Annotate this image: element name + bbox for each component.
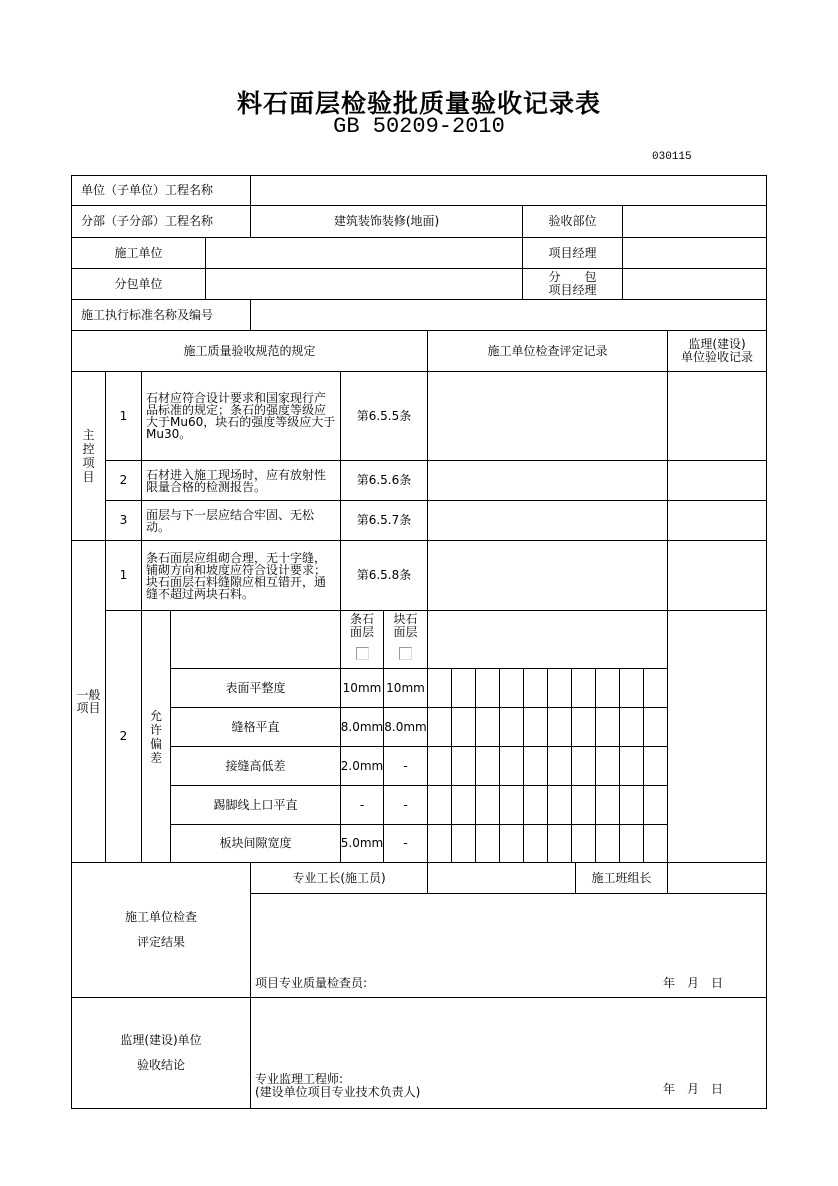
measurement-cell[interactable]	[523, 746, 548, 786]
measurement-header-blank	[427, 610, 668, 669]
measurement-cell[interactable]	[499, 824, 524, 863]
contractor-check-line2: 评定结果	[136, 935, 185, 949]
main-items-label-text: 主控项目	[82, 428, 95, 484]
measurement-cell[interactable]	[619, 668, 644, 708]
measurement-cell[interactable]	[523, 824, 548, 863]
measurement-cell[interactable]	[475, 785, 500, 825]
deviation-type-b-value: -	[383, 785, 428, 825]
deviation-label	[141, 610, 171, 863]
measurement-cell[interactable]	[523, 785, 548, 825]
deviation-type-a-value: 5.0mm	[340, 824, 384, 863]
spec-column-header: 施工质量验收规范的规定	[71, 330, 428, 372]
measurement-cell[interactable]	[571, 824, 596, 863]
main-items-label	[71, 371, 106, 541]
main-item-1-no: 1	[105, 371, 142, 461]
general-item-1-text: 条石面层应组砌合理，无十字缝，铺砌方向和坡度应符合设计要求；块石面层石料缝隙应相互错开，通缝不超过两块石料。	[141, 540, 341, 611]
measurement-cell[interactable]	[547, 668, 572, 708]
deviation-type-b-value: -	[383, 824, 428, 863]
deviation-type-b-value: -	[383, 746, 428, 786]
measurement-cell[interactable]	[427, 785, 452, 825]
unit-project-label: 单位（子单位）工程名称	[71, 175, 251, 206]
deviation-type-a-value: 8.0mm	[340, 707, 384, 747]
measurement-cell[interactable]	[643, 824, 668, 863]
main-item-2-text: 石材进入施工现场时，应有放射性限量合格的检测报告。	[141, 460, 341, 501]
measurement-cell[interactable]	[571, 668, 596, 708]
measurement-cell[interactable]	[571, 785, 596, 825]
measurement-cell[interactable]	[643, 785, 668, 825]
measurement-cell[interactable]	[595, 707, 620, 747]
supervisor-conclusion-line1: 监理(建设)单位	[120, 1033, 202, 1047]
contractor-check-label	[71, 862, 251, 998]
sub-pm-label-line2: 项目经理	[548, 283, 597, 297]
sub-pm-label-line1: 分 包	[548, 270, 597, 284]
measurement-cell[interactable]	[643, 746, 668, 786]
inspector-label: 项目专业质量检查员:	[255, 976, 368, 990]
general-item-2-supervisor[interactable]	[667, 610, 767, 863]
measurement-cell[interactable]	[643, 668, 668, 708]
general-item-2-no: 2	[105, 610, 142, 863]
main-item-1-supervisor[interactable]	[667, 371, 767, 461]
deviation-type-a-value: -	[340, 785, 384, 825]
measurement-cell[interactable]	[499, 707, 524, 747]
contractor-label: 施工单位	[71, 237, 206, 269]
measurement-cell[interactable]	[427, 824, 452, 863]
deviation-item-name: 板块间隙宽度	[170, 824, 341, 863]
deviation-item-name: 接缝高低差	[170, 746, 341, 786]
acceptance-part-field[interactable]	[622, 205, 767, 238]
contractor-check-line1: 施工单位检查	[124, 910, 197, 924]
general-items-label	[71, 540, 106, 863]
main-item-3-no: 3	[105, 500, 142, 541]
measurement-cell[interactable]	[475, 668, 500, 708]
contractor-field[interactable]	[205, 237, 523, 269]
subcontractor-field[interactable]	[205, 268, 523, 300]
measurement-cell[interactable]	[451, 785, 476, 825]
supervisor-conclusion-line2: 验收结论	[136, 1058, 185, 1072]
team-leader-field[interactable]	[667, 862, 767, 894]
measurement-cell[interactable]	[619, 707, 644, 747]
deviation-type-b-value: 8.0mm	[383, 707, 428, 747]
measurement-cell[interactable]	[475, 746, 500, 786]
measurement-cell[interactable]	[523, 707, 548, 747]
foreman-label: 专业工长(施工员)	[250, 862, 428, 894]
deviation-header-blank	[170, 610, 341, 669]
main-item-1-clause: 第6.5.5条	[340, 371, 428, 461]
measurement-cell[interactable]	[451, 707, 476, 747]
deviation-type-b-value: 10mm	[383, 668, 428, 708]
main-item-2-no: 2	[105, 460, 142, 501]
contractor-record-header: 施工单位检查评定记录	[427, 330, 668, 372]
supervisor-conclusion-label	[71, 997, 251, 1109]
measurement-cell[interactable]	[571, 707, 596, 747]
type-a-checkbox[interactable]	[356, 647, 369, 660]
main-item-1-record[interactable]	[427, 371, 668, 461]
foreman-field[interactable]	[427, 862, 576, 894]
supervisor-record-line2: 单位验收记录	[680, 350, 753, 364]
measurement-cell[interactable]	[619, 785, 644, 825]
type-b-header	[383, 610, 428, 669]
subcontractor-label: 分包单位	[71, 268, 206, 300]
general-items-label-text: 一般项目	[76, 687, 101, 715]
division-label: 分部（子分部）工程名称	[71, 205, 251, 238]
supervisor-record-line1: 监理(建设)	[688, 337, 746, 351]
type-b-checkbox[interactable]	[399, 647, 412, 660]
deviation-type-a-value: 2.0mm	[340, 746, 384, 786]
type-a-label: 条石面层	[349, 612, 374, 639]
type-a-header	[340, 610, 384, 669]
main-item-1-text: 石材应符合设计要求和国家现行产品标准的规定；条石的强度等级应大于Mu60，块石的强度等级应大于Mu30。	[141, 371, 341, 461]
project-manager-field[interactable]	[622, 237, 767, 269]
main-item-2-record[interactable]	[427, 460, 668, 501]
general-item-1-record[interactable]	[427, 540, 668, 611]
measurement-cell[interactable]	[451, 746, 476, 786]
measurement-cell[interactable]	[595, 785, 620, 825]
general-item-1-clause: 第6.5.8条	[340, 540, 428, 611]
measurement-cell[interactable]	[499, 785, 524, 825]
deviation-item-name: 缝格平直	[170, 707, 341, 747]
standard-code: GB 50209-2010	[333, 114, 505, 139]
measurement-cell[interactable]	[643, 707, 668, 747]
measurement-cell[interactable]	[547, 824, 572, 863]
main-item-3-supervisor[interactable]	[667, 500, 767, 541]
engineer-label-line1: 专业监理工程师:	[255, 1072, 344, 1086]
standard-label: 施工执行标准名称及编号	[71, 299, 251, 331]
team-leader-label: 施工班组长	[575, 862, 668, 894]
measurement-cell[interactable]	[547, 707, 572, 747]
measurement-cell[interactable]	[427, 707, 452, 747]
measurement-cell[interactable]	[499, 746, 524, 786]
general-item-1-no: 1	[105, 540, 142, 611]
unit-project-field[interactable]	[250, 175, 767, 206]
deviation-label-text: 允许偏差	[149, 708, 162, 765]
deviation-item-name: 踢脚线上口平直	[170, 785, 341, 825]
measurement-cell[interactable]	[499, 668, 524, 708]
type-b-label: 块石面层	[393, 612, 418, 639]
main-item-3-record[interactable]	[427, 500, 668, 541]
main-item-2-clause: 第6.5.6条	[340, 460, 428, 501]
sub-pm-field[interactable]	[622, 268, 767, 300]
measurement-cell[interactable]	[595, 668, 620, 708]
form-title: 料石面层检验批质量验收记录表	[236, 89, 601, 118]
measurement-cell[interactable]	[475, 707, 500, 747]
measurement-cell[interactable]	[427, 668, 452, 708]
measurement-cell[interactable]	[451, 824, 476, 863]
engineer-label-line2: (建设单位项目专业技术负责人)	[255, 1085, 421, 1099]
main-item-3-text: 面层与下一层应结合牢固、无松动。	[141, 500, 341, 541]
standard-field[interactable]	[250, 299, 767, 331]
division-field[interactable]: 建筑装饰装修(地面)	[250, 205, 523, 238]
measurement-cell[interactable]	[571, 746, 596, 786]
supervisor-date: 年 月 日	[663, 1082, 724, 1096]
measurement-cell[interactable]	[427, 746, 452, 786]
main-item-2-supervisor[interactable]	[667, 460, 767, 501]
measurement-cell[interactable]	[595, 824, 620, 863]
main-item-3-clause: 第6.5.7条	[340, 500, 428, 541]
project-manager-label: 项目经理	[522, 237, 623, 269]
measurement-cell[interactable]	[547, 785, 572, 825]
measurement-cell[interactable]	[547, 746, 572, 786]
measurement-cell[interactable]	[619, 824, 644, 863]
measurement-cell[interactable]	[523, 668, 548, 708]
general-item-1-supervisor[interactable]	[667, 540, 767, 611]
measurement-cell[interactable]	[475, 824, 500, 863]
measurement-cell[interactable]	[451, 668, 476, 708]
sub-pm-label	[522, 268, 623, 300]
acceptance-part-label: 验收部位	[522, 205, 623, 238]
inspector-date: 年 月 日	[663, 976, 724, 990]
deviation-type-a-value: 10mm	[340, 668, 384, 708]
form-code: 030115	[652, 151, 692, 163]
measurement-cell[interactable]	[619, 746, 644, 786]
deviation-item-name: 表面平整度	[170, 668, 341, 708]
measurement-cell[interactable]	[595, 746, 620, 786]
engineer-label	[255, 1073, 420, 1099]
supervisor-record-header	[667, 330, 767, 372]
